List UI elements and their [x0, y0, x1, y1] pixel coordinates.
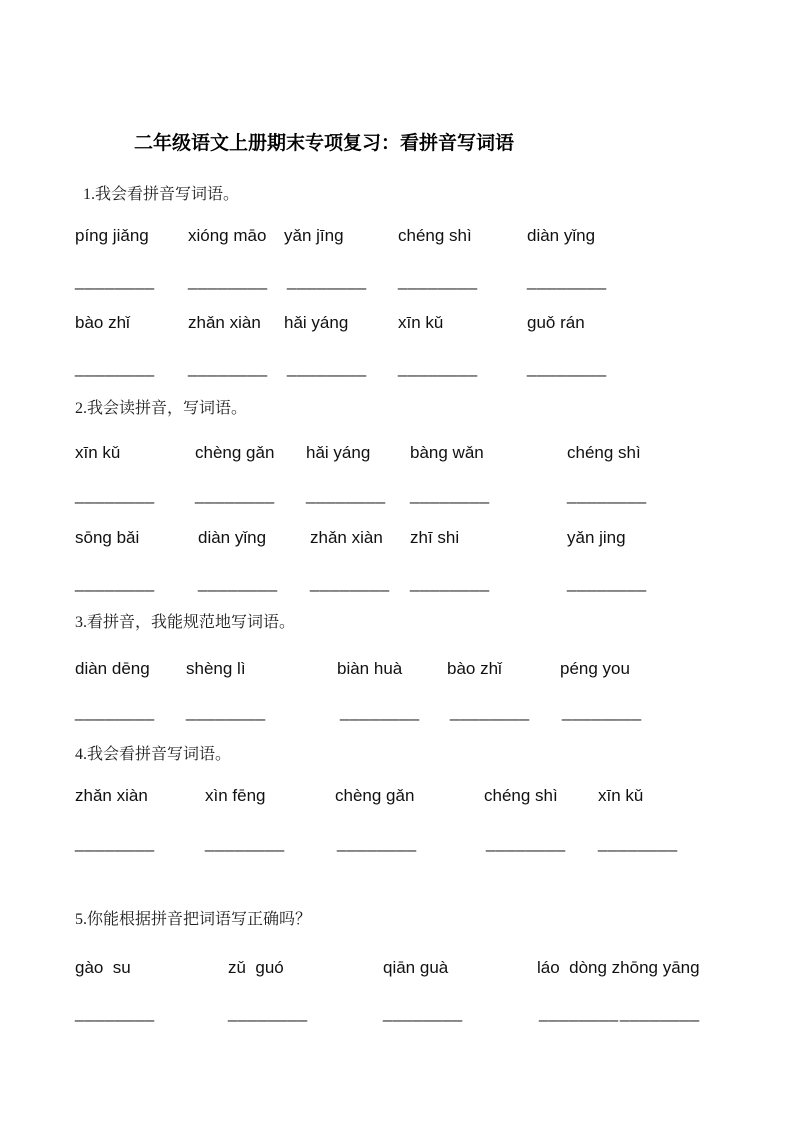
pinyin-word: xìn fēng — [205, 786, 266, 805]
pinyin-word: xīn kǔ — [598, 786, 644, 805]
answer-blank: ________ — [195, 485, 275, 504]
pinyin-word: sōng bǎi — [75, 528, 140, 547]
pinyin-word: chèng gǎn — [195, 443, 275, 462]
pinyin-word: bào zhǐ — [447, 659, 502, 678]
pinyin-word: hǎi yáng — [306, 443, 371, 462]
answer-blank: ________ — [398, 271, 478, 290]
pinyin-word: biàn huà — [337, 659, 403, 678]
section-1-heading: 1.我会看拼音写词语。 — [83, 186, 240, 203]
answer-blank: ________ — [383, 1003, 463, 1022]
pinyin-word: chéng shì — [567, 443, 641, 462]
pinyin-word: zhǎn xiàn — [310, 528, 383, 547]
pinyin-word: hǎi yáng — [284, 313, 349, 332]
answer-blank: ________ — [567, 485, 647, 504]
pinyin-word: chéng shì — [398, 226, 472, 245]
answer-blank: ________ — [75, 485, 155, 504]
pinyin-word: bàng wǎn — [410, 443, 484, 462]
answer-blank: ________ — [75, 702, 155, 721]
answer-blank: ________ — [188, 358, 268, 377]
pinyin-word: zǔ guó — [228, 958, 284, 977]
pinyin-word: xióng māo — [188, 226, 267, 245]
answer-blank: ________ — [205, 833, 285, 852]
answer-blank: ________ — [598, 833, 678, 852]
pinyin-word: péng you — [560, 659, 630, 678]
pinyin-word: shèng lì — [186, 659, 246, 678]
answer-blank: ________ — [620, 1003, 700, 1022]
pinyin-word: píng jiǎng — [75, 226, 149, 245]
section-3-heading: 3.看拼音，我能规范地写词语。 — [75, 614, 296, 631]
answer-blank: ________ — [527, 358, 607, 377]
answer-blank: ________ — [287, 358, 367, 377]
pinyin-word: bào zhǐ — [75, 313, 130, 332]
answer-blank: ________ — [450, 702, 530, 721]
answer-blank: ________ — [228, 1003, 308, 1022]
pinyin-word: diàn yǐng — [198, 528, 267, 547]
answer-blank: ________ — [75, 1003, 155, 1022]
answer-blank: ________ — [340, 702, 420, 721]
section-2-heading: 2.我会读拼音，写词语。 — [75, 400, 248, 417]
pinyin-word: chéng shì — [484, 786, 558, 805]
pinyin-word: gào su — [75, 958, 131, 977]
answer-blank: ________ — [75, 271, 155, 290]
pinyin-word: xīn kǔ — [75, 443, 121, 462]
answer-blank: ________ — [188, 271, 268, 290]
pinyin-word: zhǎn xiàn — [75, 786, 148, 805]
answer-blank: ________ — [562, 702, 642, 721]
answer-blank: ________ — [186, 702, 266, 721]
pinyin-word: diàn dēng — [75, 659, 150, 678]
answer-blank: ________ — [75, 358, 155, 377]
answer-blank: ________ — [398, 358, 478, 377]
answer-blank: ________ — [527, 271, 607, 290]
pinyin-word: chèng gǎn — [335, 786, 415, 805]
pinyin-word: zhǎn xiàn — [188, 313, 261, 332]
page-title: 二年级语文上册期末专项复习：看拼音写词语 — [134, 133, 515, 154]
pinyin-word: qiān guà — [383, 958, 449, 977]
pinyin-word: diàn yǐng — [527, 226, 596, 245]
pinyin-word: guǒ rán — [527, 313, 585, 332]
answer-blank: ________ — [337, 833, 417, 852]
answer-blank: ________ — [306, 485, 386, 504]
section-4-heading: 4.我会看拼音写词语。 — [75, 746, 232, 763]
answer-blank: ________ — [410, 573, 490, 592]
answer-blank: ________ — [486, 833, 566, 852]
answer-blank: ________ — [75, 573, 155, 592]
answer-blank: ________ — [287, 271, 367, 290]
answer-blank: ________ — [410, 485, 490, 504]
pinyin-word: yǎn jing — [567, 528, 626, 547]
answer-blank: ________ — [198, 573, 278, 592]
answer-blank: ________ — [539, 1003, 619, 1022]
answer-blank: ________ — [75, 833, 155, 852]
answer-blank: ________ — [567, 573, 647, 592]
section-5-heading: 5.你能根据拼音把词语写正确吗？ — [75, 911, 312, 928]
pinyin-word: láo dòng zhōng yāng — [537, 958, 700, 977]
pinyin-word: yǎn jīng — [284, 226, 344, 245]
pinyin-word: xīn kǔ — [398, 313, 444, 332]
pinyin-word: zhī shi — [410, 528, 460, 547]
answer-blank: ________ — [310, 573, 390, 592]
